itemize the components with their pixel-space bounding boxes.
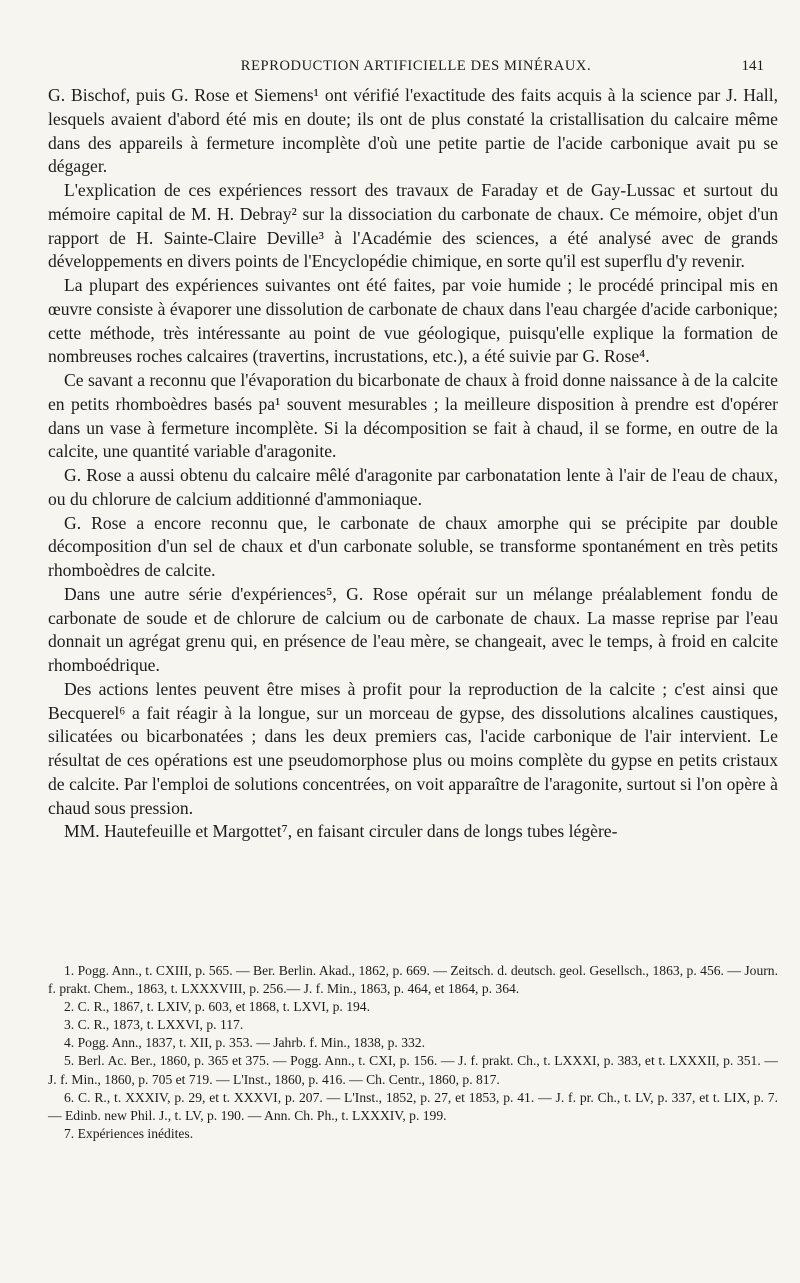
footnote: 7. Expériences inédites. xyxy=(64,1125,194,1141)
footnote: 2. C. R., 1867, t. LXIV, p. 603, et 1868, t. LXVI, p. 194. xyxy=(64,999,370,1015)
paragraph: G. Rose a aussi obtenu du calcaire mêlé d'aragonite par carbonatation lente à l'air de l'eau de chaux, ou du chlorure de calcium additionné d'ammoniaque. xyxy=(48,465,778,509)
paragraph: MM. Hautefeuille et Margottet⁷, en faisant circuler dans de longs tubes légère- xyxy=(64,821,618,842)
footnote: 5. Berl. Ac. Ber., 1860, p. 365 et 375. — Pogg. Ann., t. CXI, p. 156. — J. f. prakt. Ch., t. LXXXI, p. 383, et t. LXXXII, p. 351. — J. f. Min., 1860, p. 705 et 719. — L'Inst., 1860, p. 416. — Ch. Centr., 1860, p. 817. xyxy=(48,1053,778,1087)
body-text xyxy=(48,84,778,844)
footnote: 1. Pogg. Ann., t. CXIII, p. 565. — Ber. Berlin. Akad., 1862, p. 669. — Zeitsch. d. deutsch. geol. Gesellsch., 1863, p. 456. — Journ. f. prakt. Chem., 1863, t. LXXXVIII, p. 256.— J. f. Min., 1863, p. 464, et 1864, p. 364. xyxy=(48,963,778,997)
paragraph: G. Rose a encore reconnu que, le carbonate de chaux amorphe qui se précipite par double décomposition d'un sel de chaux et d'un carbonate soluble, se transforme spontanément en très petits rhomboèdres de calcite. xyxy=(48,512,778,580)
paragraph: L'explication de ces expériences ressort des travaux de Faraday et de Gay-Lussac et surtout du mémoire capital de M. H. Debray² sur la dissociation du carbonate de chaux. Ce mémoire, objet d'un rapport de H. Sainte-Claire Deville³ à l'Académie des sciences, a été analysé avec de grands développements en divers points de l'Encyclopédie chimique, en sorte qu'il est superflu d'y revenir. xyxy=(48,180,778,272)
footnotes xyxy=(48,962,778,1143)
paragraph: G. Bischof, puis G. Rose et Siemens¹ ont vérifié l'exactitude des faits acquis à la science par J. Hall, lesquels avaient d'abord été mis en doute; ils ont de plus constaté la cristallisation du calcaire même dans des appareils à fermeture incomplète d'où une petite partie de l'acide carbonique avait pu se dégager. xyxy=(48,85,778,177)
paragraph: La plupart des expériences suivantes ont été faites, par voie humide ; le procédé principal mis en œuvre consiste à évaporer une dissolution de carbonate de chaux dans l'eau chargée d'acide carbonique; cette méthode, très intéressante au point de vue géologique, puisqu'elle explique la formation de nombreuses roches calcaires (travertins, incrustations, etc.), a été suivie par G. Rose⁴. xyxy=(48,275,778,367)
paragraph: Des actions lentes peuvent être mises à profit pour la reproduction de la calcite ; c'est ainsi que Becquerel⁶ a fait réagir à la longue, sur un morceau de gypse, des dissolutions alcalines caustiques, silicatées ou bicarbonatées ; dans les deux premiers cas, l'acide carbonique de l'air intervient. Le résultat de ces opérations est une pseudomorphose plus ou moins complète du gypse en petits cristaux de calcite. Par l'emploi de solutions concentrées, on voit apparaître de l'aragonite, surtout si l'on opère à chaud sous pression. xyxy=(48,678,778,818)
footnote: 3. C. R., 1873, t. LXXVI, p. 117. xyxy=(64,1017,244,1033)
footnote: 6. C. R., t. XXXIV, p. 29, et t. XXXVI, p. 207. — L'Inst., 1852, p. 27, et 1853, p. 41. — J. f. pr. Ch., t. LV, p. 337, et t. LIX, p. 7. — Edinb. new Phil. J., t. LV, p. 190. — Ann. Ch. Ph., t. LXXXIV, p. 199. xyxy=(48,1089,778,1123)
running-title: REPRODUCTION ARTIFICIELLE DES MINÉRAUX. xyxy=(240,58,592,74)
footnote: 4. Pogg. Ann., 1837, t. XII, p. 353. — Jahrb. f. Min., 1838, p. 332. xyxy=(64,1035,425,1051)
page-number: 141 xyxy=(741,58,764,74)
paragraph: Ce savant a reconnu que l'évaporation du bicarbonate de chaux à froid donne naissance à de la calcite en petits rhomboèdres basés pa¹ souvent mesurables ; la meilleure disposition à prendre est d'opérer dans un vase à fermeture incomplète. Si la décomposition se fait à chaud, il se forme, en outre de la calcite, une quantité variable d'aragonite. xyxy=(48,370,778,462)
running-header xyxy=(62,58,770,80)
paragraph: Dans une autre série d'expériences⁵, G. Rose opérait sur un mélange préalablement fondu de carbonate de soude et de chlorure de calcium ou de carbonate de chaux. La masse reprise par l'eau donnait un agrégat grenu qui, en présence de l'eau mère, se changeait, avec le temps, à froid en calcite rhomboédrique. xyxy=(48,583,778,675)
